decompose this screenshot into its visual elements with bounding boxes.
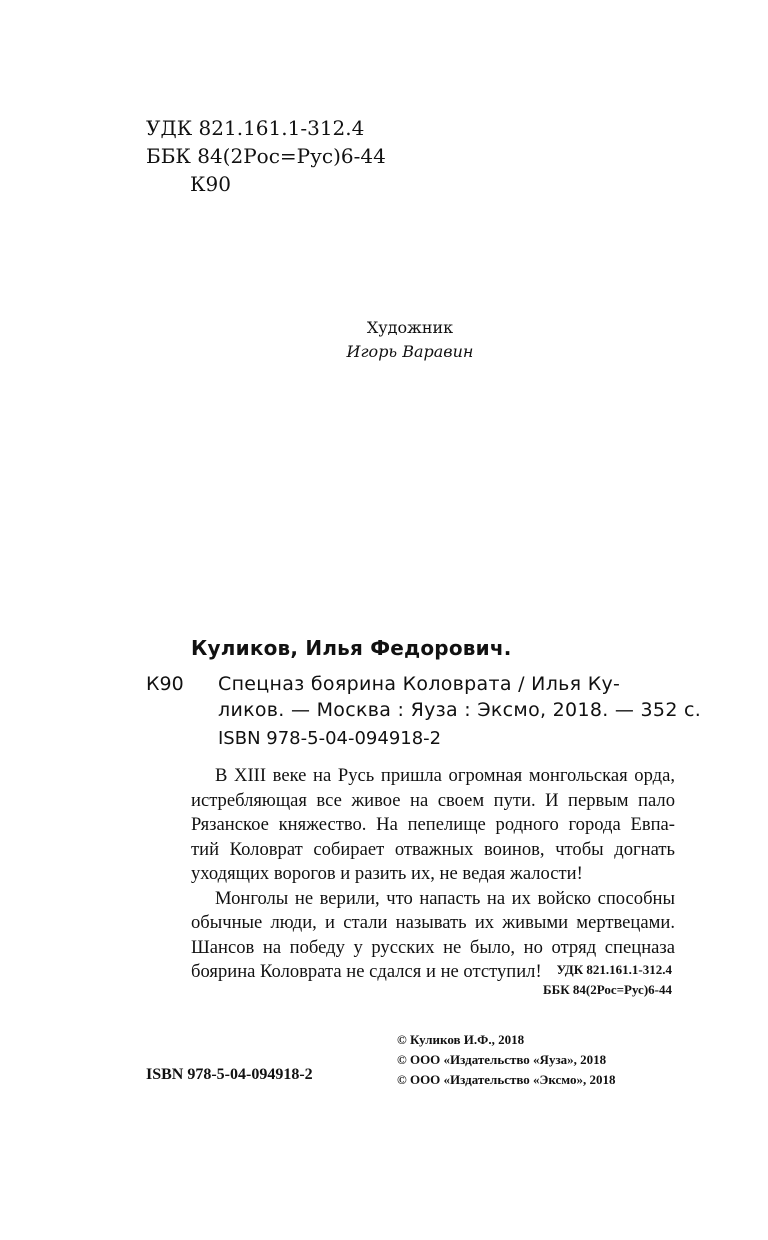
annotation-line: Рязанское княжество. На пепелище родного города Евпа- (191, 814, 675, 835)
annotation-line: Монголы не верили, что напасть на их войско способны (215, 887, 675, 909)
record-title-line: Спецназ боярина Коловрата / Илья Ку- (218, 673, 621, 695)
copyright-line: © ООО «Издательство «Эксмо», 2018 (397, 1072, 616, 1087)
record-author: Куликов, Илья Федорович. (191, 636, 512, 660)
annotation-line: боярина Коловрата не сдался и не отступил! (191, 961, 542, 982)
annotation-udk: УДК 821.161.1-312.4 (556, 962, 672, 977)
record-author-mark: К90 (146, 673, 184, 695)
annotation-line: уходящих ворогов и разить их, не ведая жалости! (191, 863, 583, 884)
annotation-line: обычные люди, и стали называть их живыми мертвецами. (191, 912, 675, 933)
record-title-line: ликов. — Москва : Яуза : Эксмо, 2018. — 352 с. (218, 699, 702, 721)
udk-code: УДК 821.161.1-312.4 (146, 116, 365, 140)
annotation-line: В XIII веке на Русь пришла огромная монгольская орда, (215, 765, 675, 786)
annotation (191, 764, 675, 985)
copyright-line: © Куликов И.Ф., 2018 (397, 1032, 525, 1047)
annotation-bbk: ББК 84(2Рос=Рус)6-44 (543, 982, 672, 997)
footer-isbn: ISBN 978-5-04-094918-2 (146, 1066, 313, 1083)
bbk-code: ББК 84(2Рос=Рус)6-44 (146, 144, 386, 168)
annotation-line: тий Коловрат собирает отважных воинов, чтобы догнать (191, 838, 675, 860)
author-mark-top: К90 (190, 172, 231, 196)
annotation-line: истребляющая все живое на своем пути. И первым пало (191, 789, 675, 811)
record-isbn: ISBN 978-5-04-094918-2 (218, 728, 442, 749)
copyright-line: © ООО «Издательство «Яуза», 2018 (397, 1052, 607, 1067)
copyright-block (397, 1030, 616, 1090)
artist-name: Игорь Варавин (346, 342, 474, 361)
annotation-line: Шансов на победу у русских не было, но отряд спецназа (191, 936, 675, 958)
artist-role: Художник (366, 318, 454, 337)
